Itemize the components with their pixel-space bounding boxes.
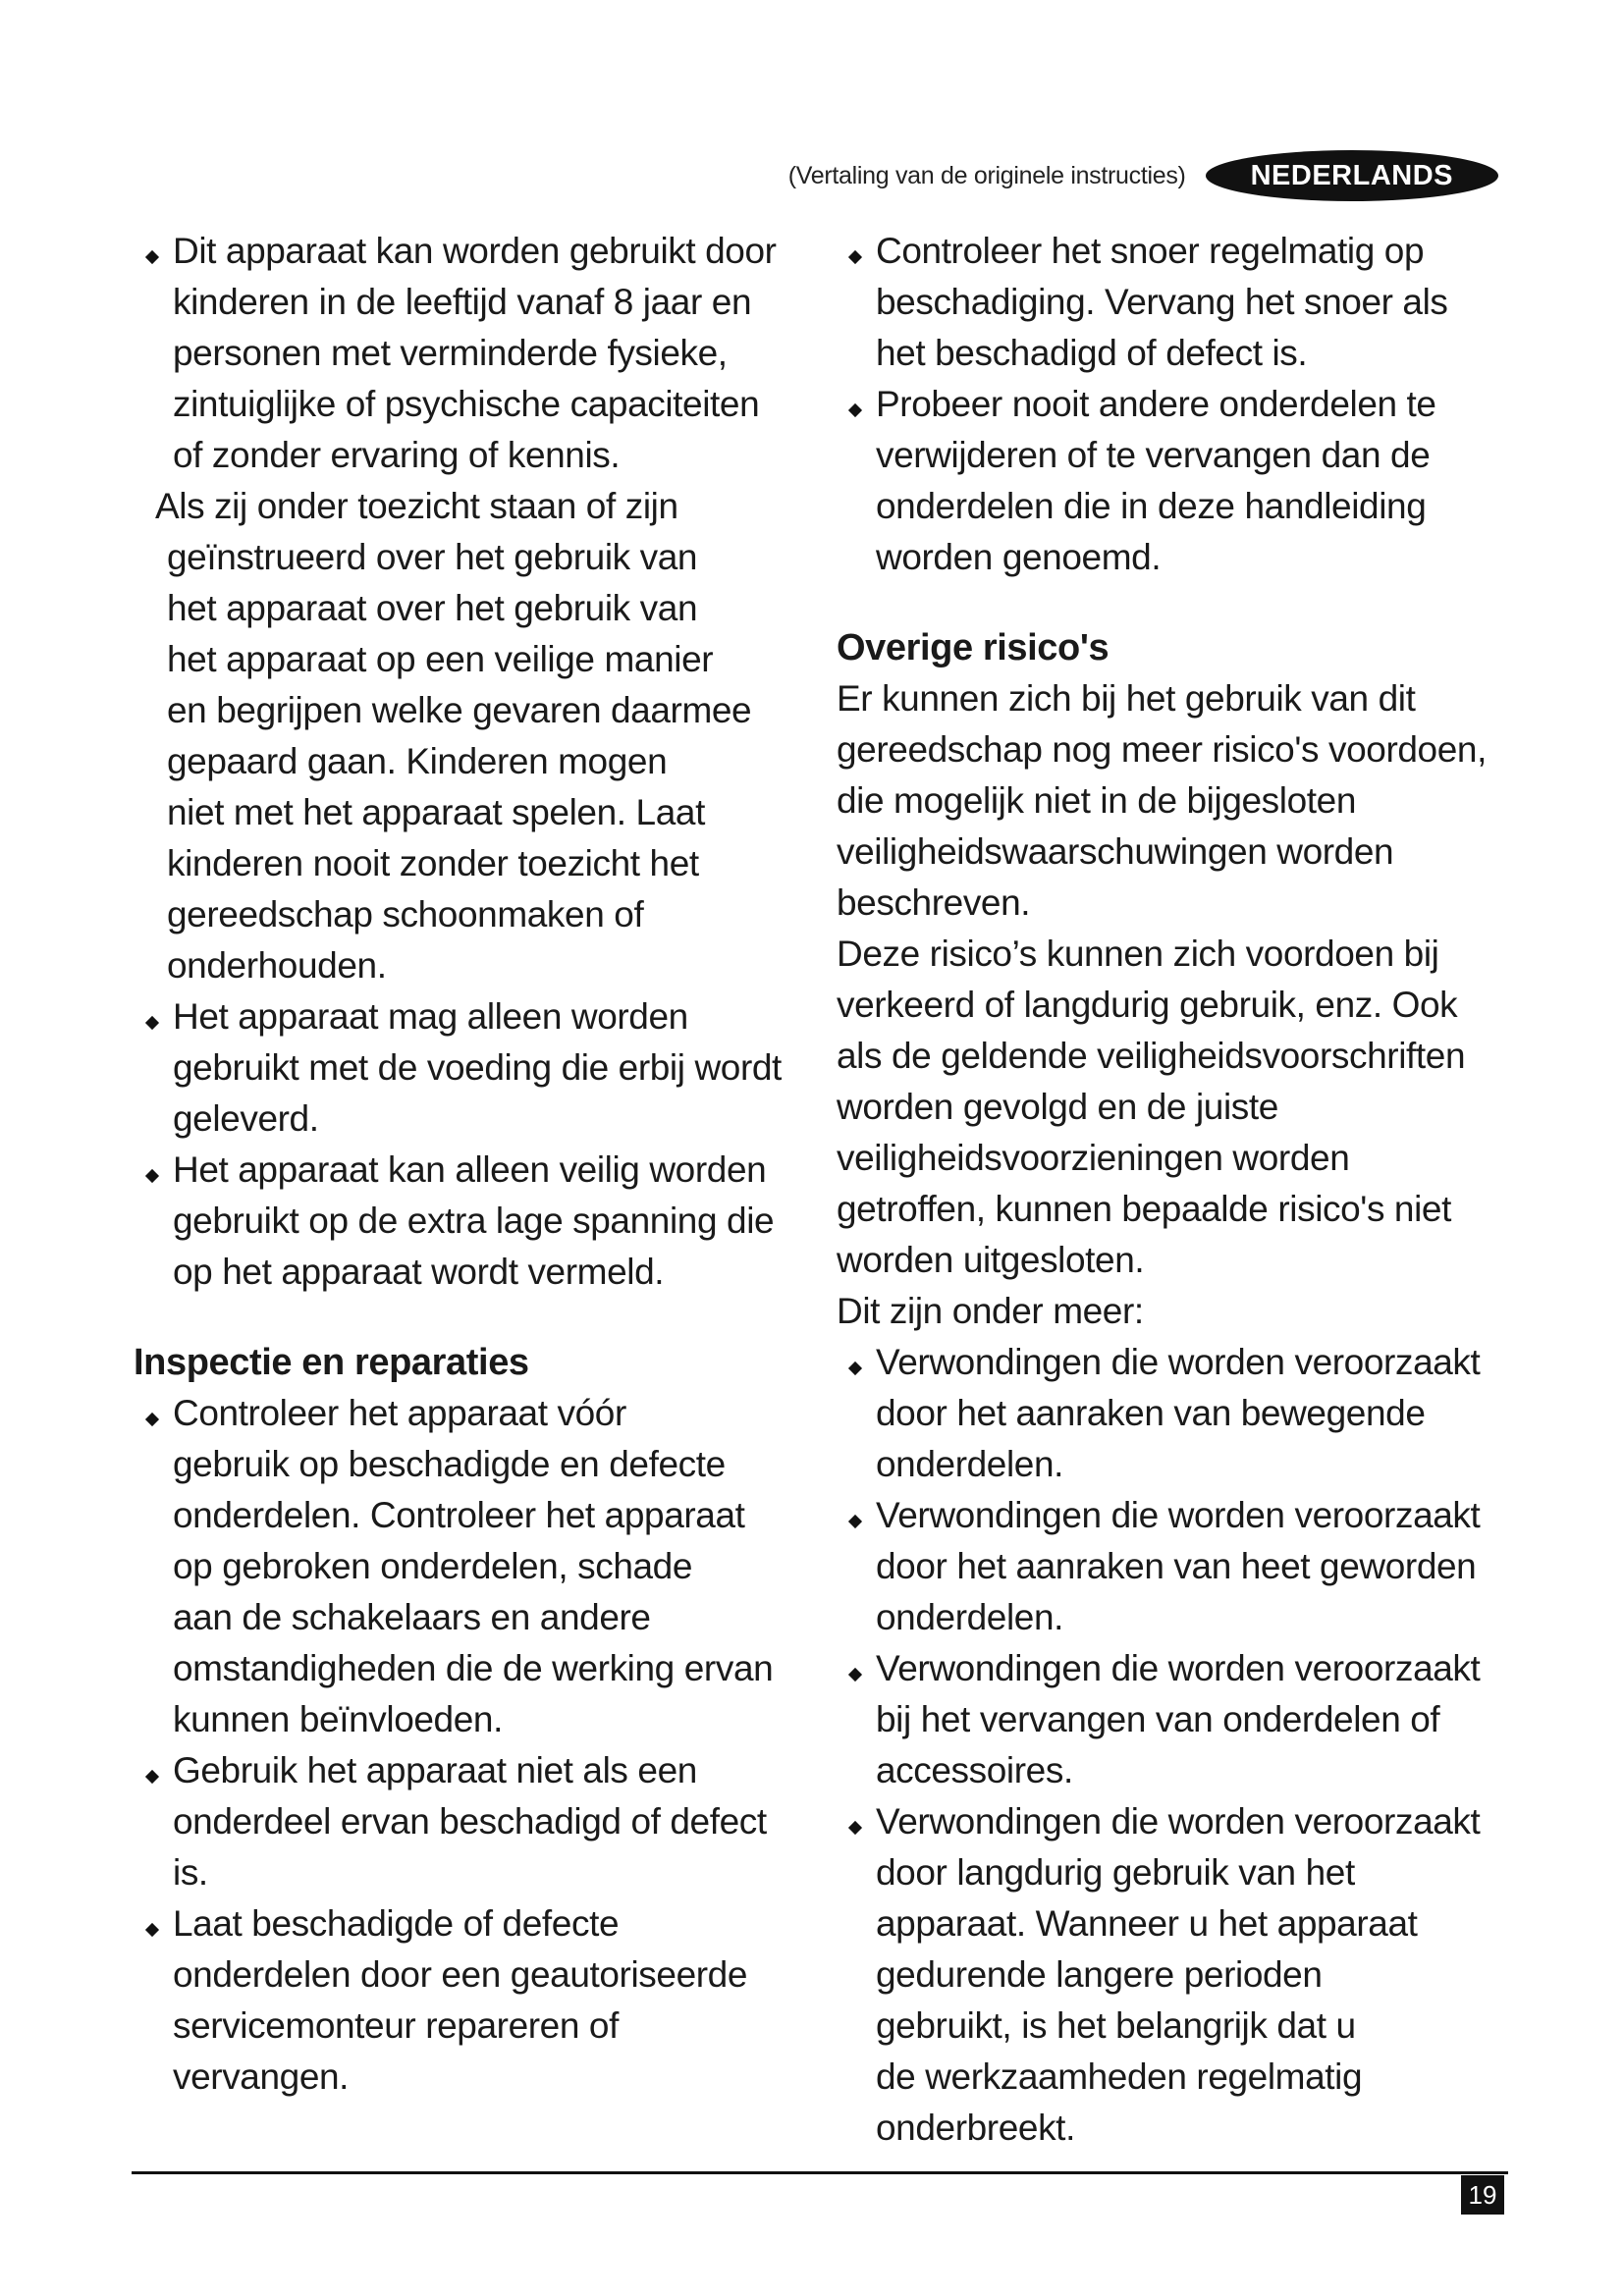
list-item-text: Gebruik het apparaat niet als een onderdeel ervan beschadigd of defect is. [173,1750,767,1893]
bullet-icon [848,250,862,264]
bullet-icon [145,1169,159,1183]
section-title: Inspectie en reparaties [134,1342,529,1383]
list-item-text: Dit apparaat kan worden gebruikt door kinderen in de leeftijd vanaf 8 jaar en personen met verminderde fysieke, zintuiglijke of psychische capaciteiten of zonder ervaring of kennis. [173,231,777,475]
list-item [134,991,811,1145]
list-item [134,1898,811,2103]
bullet-icon [145,250,159,264]
left-column [134,226,811,2103]
list-item [837,379,1514,583]
paragraph: Dit zijn onder meer: [837,1291,1144,1331]
list-item-text: Verwondingen die worden veroorzaakt door het aanraken van bewegende onderdelen. [876,1342,1481,1484]
list-item [134,226,811,481]
list-item-text: Laat beschadigde of defecte onderdelen door een geautoriseerde servicemonteur repareren of vervangen. [173,1903,748,2097]
continuation-text: geïnstrueerd over het gebruik van het apparaat over het gebruik van het apparaat op een veilige manier en begrijpen welke gevaren daarmee gepaard gaan. Kinderen mogen niet met het apparaat spelen. Laat kinderen nooit zonder toezicht het gereedschap schoonmaken of onderhouden. [167,537,752,986]
list-item-text: Probeer nooit andere onderdelen te verwijderen of te vervangen dan de onderdelen die in deze handleiding worden genoemd. [876,384,1436,577]
list-item-text: Verwondingen die worden veroorzaakt door langdurig gebruik van het apparaat. Wanneer u het apparaat gedurende langere perioden gebruikt, is het belangrijk dat u de werkzaamheden regelmatig onderbreekt. [876,1801,1481,2148]
bullet-icon [848,1821,862,1835]
translation-note: (Vertaling van de originele instructies) [787,161,1186,189]
bullet-icon [848,1668,862,1682]
bullet-icon [848,1362,862,1375]
list-item [134,1145,811,1298]
page-header [788,151,1498,200]
list-item [837,1337,1514,1490]
bullet-icon [145,1016,159,1030]
bullet-icon [848,1515,862,1528]
list-item [837,1643,1514,1796]
list-item [837,1490,1514,1643]
footer-divider [132,2171,1508,2174]
list-item [134,1388,811,1745]
list-item-text: Verwondingen die worden veroorzaakt door het aanraken van heet geworden onderdelen. [876,1495,1481,1637]
language-badge: NEDERLANDS [1206,150,1498,201]
section-title: Overige risico's [837,627,1110,668]
bullet-icon [848,403,862,417]
bullet-icon [145,1413,159,1426]
continuation-first-line: Als zij onder toezicht staan of zijn [155,486,678,526]
bullet-icon [145,1770,159,1784]
paragraph: Er kunnen zich bij het gebruik van dit gereedschap nog meer risico's voordoen, die mogelijk niet in de bijgesloten veiligheidswaarschuwingen worden beschreven. [837,678,1487,923]
right-column [837,226,1514,2154]
list-item-text: Het apparaat kan alleen veilig worden gebruikt op de extra lage spanning die op het apparaat wordt vermeld. [173,1149,775,1292]
list-item-text: Controleer het snoer regelmatig op beschadiging. Vervang het snoer als het beschadigd of defect is. [876,231,1448,373]
list-item-continuation [134,481,811,991]
list-item [837,226,1514,379]
bullet-icon [145,1923,159,1937]
list-item [837,1796,1514,2154]
list-item-text: Controleer het apparaat vóór gebruik op beschadigde en defecte onderdelen. Controleer het apparaat op gebroken onderdelen, schade aan de schakelaars en andere omstandigheden die de werking ervan kunnen beïnvloeden. [173,1393,774,1739]
list-item-text: Het apparaat mag alleen worden gebruikt met de voeding die erbij wordt geleverd. [173,996,782,1139]
list-item-text: Verwondingen die worden veroorzaakt bij het vervangen van onderdelen of accessoires. [876,1648,1481,1790]
list-item [134,1745,811,1898]
page-number: 19 [1461,2175,1504,2215]
paragraph: Deze risico’s kunnen zich voordoen bij verkeerd of langdurig gebruik, enz. Ook als de geldende veiligheidsvoorschriften worden gevolgd en de juiste veiligheidsvoorzieningen worden getroffen, kunnen bepaalde risico's niet worden uitgesloten. [837,934,1466,1280]
